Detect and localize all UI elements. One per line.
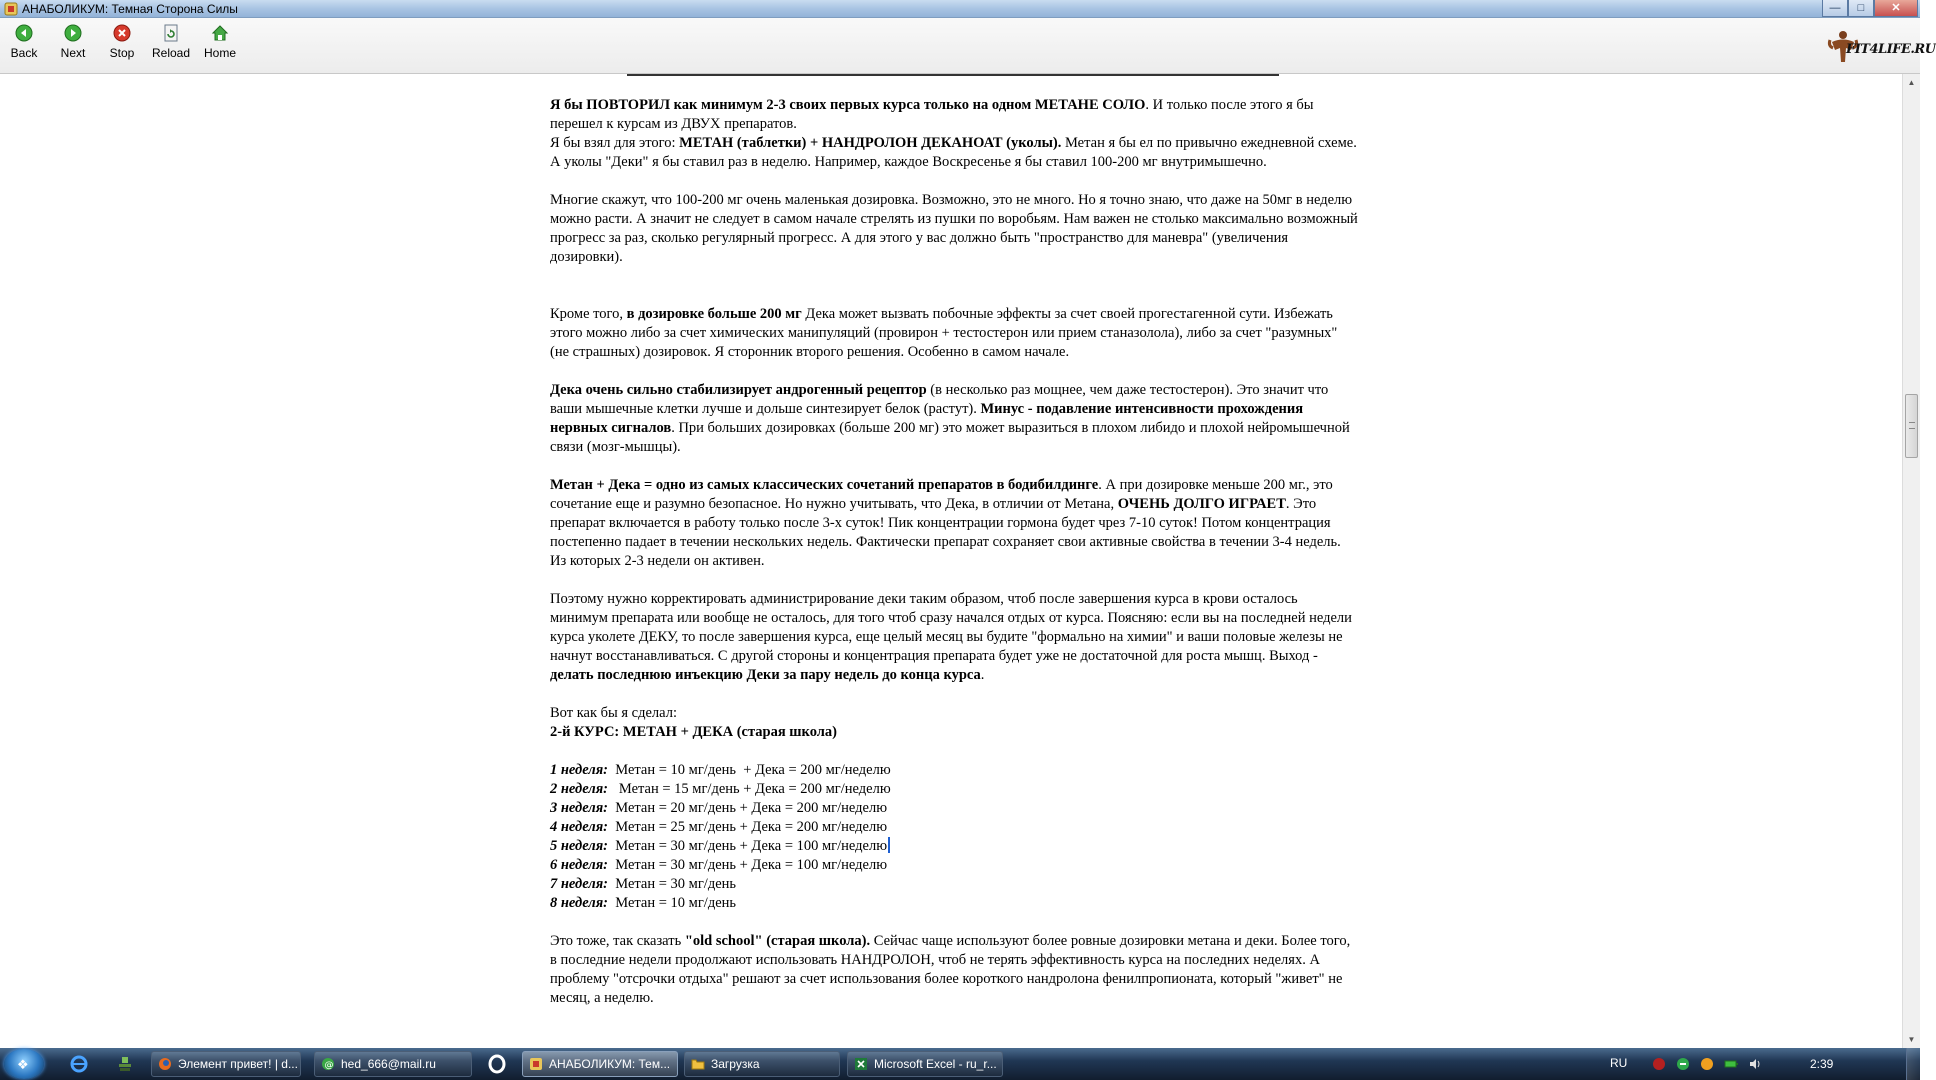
- week-row: 6 неделя: Метан = 30 мг/день + Дека = 100 мг/неделю: [550, 857, 888, 873]
- browser-toolbar: [0, 18, 1936, 74]
- paragraph-combination: Метан + Дека = одно из самых классических сочетаний препаратов в бодибилдинге. А при дозировке меньше 200 мг., это сочетание еще и разумно безопасное. Но нужно учитывать, что Дека, в отличии от Метана, ОЧЕНЬ ДОЛГО ИГРАЕТ. Это препарат включается в работу только после 3-х суток! Пик концентрации гормона будет чрез 7-10 суток! Потом концентрация постепенно падает в течении нескольких недель. Фактически препарат сохраняет свои активные свойства в течении 3-4 недель. Из которых 2-3 недели он активен.: [550, 477, 1341, 569]
- window-title: АНАБОЛИКУМ: Темная Сторона Силы: [22, 2, 238, 16]
- week-row: 2 неделя: Метан = 15 мг/день + Дека = 200 мг/неделю: [550, 781, 891, 797]
- opera-icon[interactable]: [488, 1055, 506, 1073]
- battery-icon[interactable]: [1724, 1057, 1738, 1071]
- home-button[interactable]: Home: [196, 24, 244, 60]
- language-indicator[interactable]: RU: [1610, 1056, 1628, 1070]
- divider: [627, 74, 1279, 76]
- week-row: 4 неделя: Метан = 25 мг/день + Дека = 200 мг/неделю: [550, 819, 888, 835]
- scroll-up-arrow-icon[interactable]: ▲: [1907, 78, 1916, 87]
- paragraph-old-school: Это тоже, так сказать "old school" (старая школа). Сейчас чаще используют более ровные дозировки метана и деки. Более того, в последние недели продолжают использовать НАНДРОЛОН, чтоб не терять эффективность курса на последних неделях. А проблему "отсрочки отдыха" решают за счет использования более короткого нандролона фенилпропионата, который "живет" не месяц, а неделю.: [550, 933, 1351, 1006]
- start-button[interactable]: [4, 1049, 44, 1079]
- site-logo: FIT4LIFE.RU: [1828, 28, 1910, 64]
- taskbar: [0, 1048, 1920, 1080]
- excel-icon: [854, 1057, 868, 1071]
- folder-icon: [691, 1057, 705, 1071]
- svg-text:@: @: [324, 1060, 334, 1071]
- grip-icon: [1909, 422, 1915, 429]
- vertical-scrollbar[interactable]: [1902, 74, 1920, 1048]
- scroll-down-arrow-icon[interactable]: ▼: [1907, 1035, 1916, 1044]
- internet-explorer-icon[interactable]: [70, 1055, 88, 1073]
- week-row: 7 неделя: Метан = 30 мг/день: [550, 876, 737, 892]
- stop-button[interactable]: Stop: [98, 24, 146, 60]
- update-icon[interactable]: [1700, 1057, 1714, 1071]
- week-row: 3 неделя: Метан = 20 мг/день + Дека = 200 мг/неделю: [550, 800, 888, 816]
- clock[interactable]: 2:39: [1810, 1057, 1834, 1071]
- windows-logo-icon: ❖: [17, 1057, 29, 1072]
- page-content: [0, 74, 1902, 1048]
- back-arrow-icon: [15, 24, 33, 42]
- title-bar[interactable]: [0, 0, 1920, 18]
- week-row: 1 неделя: Метан = 10 мг/день + Дека = 200 мг/неделю: [550, 762, 891, 778]
- back-button[interactable]: Back: [0, 24, 48, 60]
- paragraph-plan: Я бы ПОВТОРИЛ как минимум 2-3 своих первых курса только на одном МЕТАНЕ СОЛО. И только после этого я бы перешел к курсам из ДВУХ препаратов. Я бы взял для этого: МЕТАН (таблетки) + НАНДРОЛОН ДЕКАНОАТ (уколы). Метан я бы ел по привычно ежедневной схеме. А уколы "Деки" я бы ставил раз в неделю. Например, каждое Воскресенье я бы ставил 100-200 мг внутримышечно.: [550, 97, 1357, 170]
- taskbar-item-active[interactable]: АНАБОЛИКУМ: Тем...: [522, 1051, 678, 1077]
- forward-arrow-icon: [64, 24, 82, 42]
- minimize-button[interactable]: —: [1822, 0, 1848, 17]
- app-icon: [4, 2, 18, 16]
- stop-icon: [113, 24, 131, 42]
- week-schedule: [550, 761, 1358, 913]
- week-row: 5 неделя: Метан = 30 мг/день + Дека = 100 мг/неделю: [550, 837, 1358, 856]
- paragraph-dosage: Многие скажут, что 100-200 мг очень маленькая дозировка. Возможно, это не много. Но я точно знаю, что даже на 50мг в неделю можно расти. А значит не следует в самом начале стрелять из пушки по воробьям. Нам важен не столько максимально возможный прогресс за раз, сколько регулярный прогресс. А для этого у вас должно быть "пространство для маневра" (увеличения дозировки).: [550, 192, 1358, 265]
- close-button[interactable]: ✕: [1874, 0, 1918, 17]
- reload-icon: [162, 24, 180, 42]
- system-tray: [1590, 1048, 1920, 1080]
- next-button[interactable]: Next: [49, 24, 97, 60]
- taskbar-item[interactable]: Загрузка: [684, 1051, 840, 1077]
- paragraph-side-effects: Кроме того, в дозировке больше 200 мг Дека может вызвать побочные эффекты за счет своей прогестагенной сути. Избежать этого можно либо за счет химических манипуляций (провирон + тестостерон или прием станазолола), либо за счет "разумных" (не страшных) дозировок. Я сторонник второго решения. Особенно в самом начале.: [550, 306, 1338, 360]
- paragraph-receptor: Дека очень сильно стабилизирует андрогенный рецептор (в несколько раз мощнее, чем даже тестостерон). Это значит что ваши мышечные клетки лучше и дольше синтезирует белок (растут). Минус - подавление интенсивности прохождения нервных сигналов. При больших дозировках (больше 200 мг) это может выразиться в плохом либидо и плохой нейромышечной связи (мозг-мышцы).: [550, 382, 1350, 455]
- text-cursor: [888, 837, 890, 853]
- paragraph-administration: Поэтому нужно корректировать администрирование деки таким образом, чтоб после завершения курса в крови осталось минимум препарата или вообще не осталось, для того чтоб сразу начался отдых от курса. Поясняю: если вы на последней недели курса уколете ДЕКУ, то после завершения курса, еще целый месяц вы будите "формально на химии" и ваши половые железы не начнут восстанавливаться. С другой стороны и концентрация препарата будет уже не достаточной для роста мышц. Выход - делать последнюю инъекцию Деки за пару недель до конца курса.: [550, 591, 1352, 683]
- antivirus-icon[interactable]: [1652, 1057, 1666, 1071]
- firefox-icon: [158, 1057, 172, 1071]
- maximize-button[interactable]: □: [1848, 0, 1874, 17]
- app-icon: [529, 1057, 543, 1071]
- home-icon: [211, 24, 229, 42]
- article-body: [550, 96, 1358, 1027]
- network-status-icon[interactable]: [1676, 1057, 1690, 1071]
- taskbar-item[interactable]: Microsoft Excel - ru_r...: [847, 1051, 1003, 1077]
- show-desktop-button[interactable]: [1906, 1048, 1920, 1080]
- mail-agent-icon: [321, 1057, 335, 1071]
- taskbar-item[interactable]: @ hed_666@mail.ru: [314, 1051, 472, 1077]
- scrollbar-thumb[interactable]: [1905, 394, 1918, 458]
- week-row: 8 неделя: Метан = 10 мг/день: [550, 895, 737, 911]
- taskbar-item[interactable]: Элемент привет! | d...: [151, 1051, 301, 1077]
- network-tool-icon[interactable]: [116, 1055, 134, 1073]
- paragraph-course-heading: Вот как бы я сделал: 2-й КУРС: МЕТАН + ДЕКА (старая школа): [550, 705, 837, 740]
- reload-button[interactable]: Reload: [147, 24, 195, 60]
- window-controls: [1822, 0, 1918, 17]
- volume-icon[interactable]: [1748, 1057, 1762, 1071]
